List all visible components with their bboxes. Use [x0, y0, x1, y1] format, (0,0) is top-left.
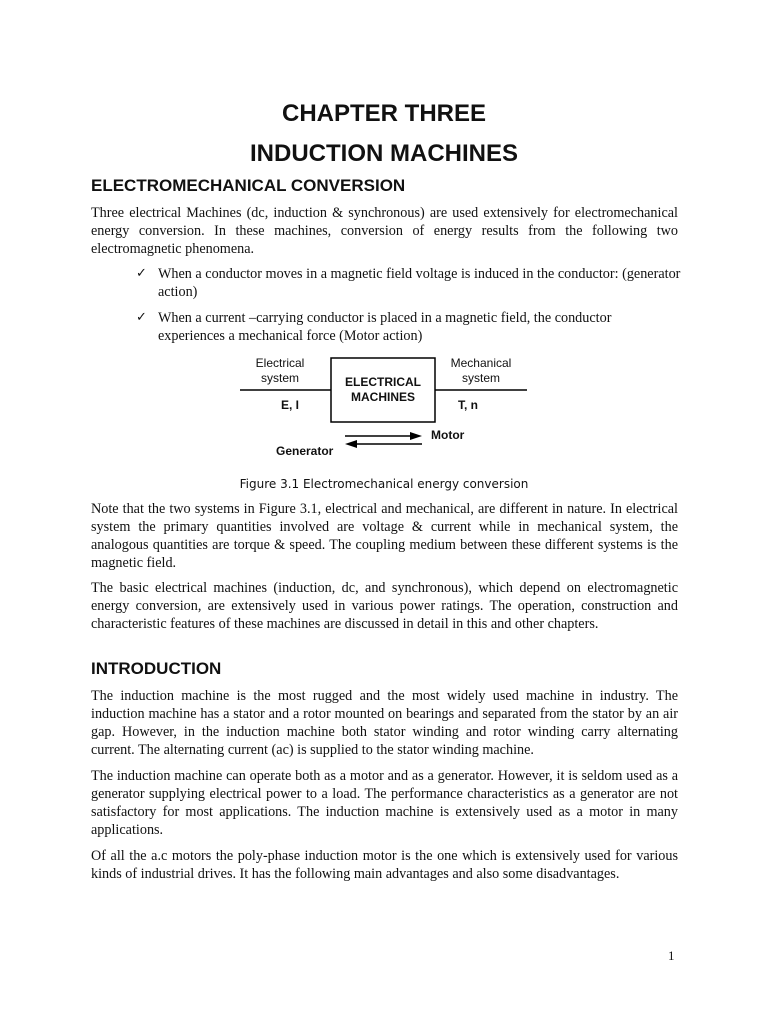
section-heading-conversion: ELECTROMECHANICAL CONVERSION: [91, 176, 406, 195]
machine-box-label: [331, 375, 435, 405]
motor-label: Motor: [431, 428, 465, 442]
box-label-line2: MACHINES: [350, 390, 415, 404]
bullet-text: When a conductor moves in a magnetic field voltage is induced in the conductor: (generator action): [158, 266, 681, 300]
section-heading-introduction: INTRODUCTION: [91, 659, 222, 678]
checkmark-icon: ✓: [136, 310, 147, 325]
page-number: 1: [668, 948, 675, 963]
left-quantities: E, I: [280, 398, 299, 412]
introduction-paragraph-2: The induction machine can operate both as a motor and as a generator. However, it is seldom used as a generator supplying electrical power to a load. The performance characteristics as a generator are not satisfactory for most applications. The induction machine is extensively used as a motor in many applications.: [91, 768, 678, 838]
motor-arrow-head: [410, 432, 422, 440]
basic-machines-paragraph: The basic electrical machines (induction, dc, and synchronous), which depend on electromagnetic energy conversion, are extensively used in various power ratings. The operation, construction and characteristic features of these machines are discussed in detail in this and other chapters.: [91, 580, 678, 632]
figure-diagram: [0, 350, 768, 475]
right-quantities: T, n: [458, 398, 478, 412]
bullet-motor-action: [136, 309, 681, 345]
box-label-line1: ELECTRICAL: [345, 375, 421, 389]
chapter-number-title: CHAPTER THREE: [281, 100, 486, 127]
bullet-text: When a current –carrying conductor is placed in a magnetic field, the conductor experiences a mechanical force (Motor action): [158, 310, 612, 344]
generator-arrow-head: [345, 440, 357, 448]
figure-caption: Figure 3.1 Electromechanical energy conversion: [239, 477, 529, 491]
introduction-paragraph-3: Of all the a.c motors the poly-phase induction motor is the one which is extensively used for various kinds of industrial drives. It has the following main advantages and also some disadvantages.: [91, 848, 678, 882]
intro-paragraph: Three electrical Machines (dc, induction & synchronous) are used extensively for electromechanical energy conversion. In these machines, conversion of energy results from the following two electromagnetic phenomena.: [91, 205, 678, 257]
right-label-line1: Mechanical: [450, 356, 512, 370]
bullet-generator-action: [136, 265, 681, 301]
checkmark-icon: ✓: [136, 266, 147, 281]
note-paragraph: Note that the two systems in Figure 3.1, electrical and mechanical, are different in nature. In electrical system the primary quantities involved are voltage & current while in mechanical system, the analogous quantities are torque & speed. The coupling medium between these different systems is the magnetic field.: [91, 501, 678, 571]
left-system-label: [240, 356, 320, 386]
chapter-title: INDUCTION MACHINES: [250, 140, 518, 167]
figure-energy-conversion: [0, 350, 768, 475]
left-label-line2: system: [260, 371, 299, 385]
right-label-line2: system: [461, 371, 500, 385]
generator-label: Generator: [276, 444, 334, 458]
right-system-label: [440, 356, 522, 386]
left-label-line1: Electrical: [255, 356, 305, 370]
introduction-paragraph-1: The induction machine is the most rugged and the most widely used machine in industry. The induction machine has a stator and a rotor mounted on bearings and separated from the stator by an air gap. However, in the induction machine both stator winding and rotor winding carry alternating current. The alternating current (ac) is supplied to the stator winding machine.: [91, 688, 678, 758]
